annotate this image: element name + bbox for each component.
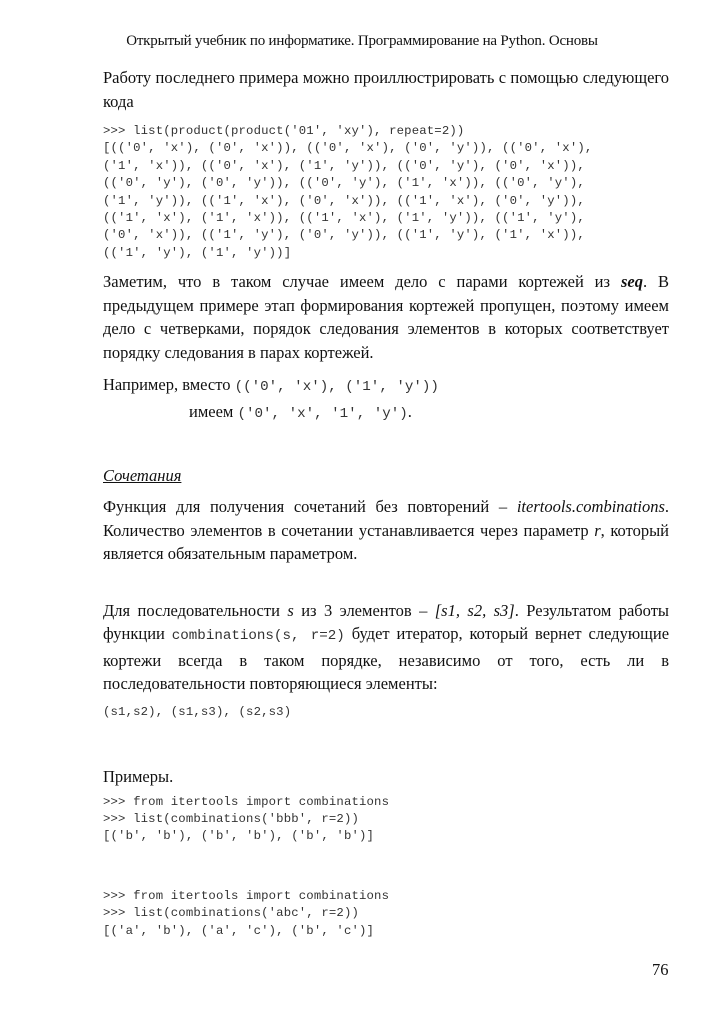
example-line-2 <box>103 400 669 427</box>
note-paragraph <box>103 270 669 364</box>
code-line: >>> list(combinations('bbb', r=2)) <box>103 812 359 827</box>
code-line: [(('0', 'x'), ('0', 'x')), (('0', 'x'), ('0', 'y')), (('0', 'x'), <box>103 141 593 156</box>
example-line-1 <box>103 373 669 400</box>
note-text: Заметим, что в таком случае имеем дело с парами кортежей из <box>103 272 621 292</box>
code-line: [('a', 'b'), ('a', 'c'), ('b', 'c')] <box>103 923 375 938</box>
example-code: ('0', 'x', '1', 'y') <box>237 405 408 422</box>
desc-text: , который является обязательным параметром. <box>103 520 669 564</box>
result-line: (s1,s2), (s1,s3), (s2,s3) <box>103 704 292 719</box>
desc-text: Для последовательности <box>103 600 288 620</box>
code-line: (('1', 'x'), ('1', 'x')), (('1', 'x'), ('1', 'y')), (('1', 'y'), <box>103 211 585 226</box>
example-label: Например, вместо <box>103 375 235 395</box>
code-block-product <box>103 123 669 262</box>
func-call: combinations(s, r=2) <box>171 628 345 645</box>
example-label: имеем <box>189 401 238 421</box>
code-line: >>> list(product(product('01', 'xy'), repeat=2)) <box>103 124 465 138</box>
combinations-description <box>103 495 669 566</box>
code-line: >>> list(combinations('abc', r=2)) <box>103 906 359 921</box>
example-end: . <box>407 401 412 421</box>
code-line: >>> from itertools import combinations <box>103 794 390 809</box>
desc-text: будет итератор, который вернет следующие кортежи всегда в таком порядке, независимо от того, есть ли в последовательности повторяющиеся элементы: <box>103 624 670 694</box>
page-number: 76 <box>652 960 669 979</box>
section-title: Сочетания <box>103 466 182 486</box>
code-block-bbb <box>103 794 669 846</box>
param-name: r <box>594 520 601 540</box>
code-line: ('1', 'x')), (('0', 'x'), ('1', 'y')), (('0', 'y'), ('0', 'x')), <box>103 158 585 173</box>
sequence-description <box>103 599 669 696</box>
desc-text: . Количество элементов в сочетании устанавливается через параметр <box>103 497 669 540</box>
code-line: ('1', 'y')), (('1', 'x'), ('0', 'x')), (('1', 'x'), ('0', 'y')), <box>103 193 585 208</box>
code-line: (('0', 'y'), ('0', 'y')), (('0', 'y'), ('1', 'x')), (('0', 'y'), <box>103 176 585 191</box>
code-line: ('0', 'x')), (('1', 'y'), ('0', 'y')), (('1', 'y'), ('1', 'x')), <box>103 228 585 243</box>
page-header: Открытый учебник по информатике. Программирование на Python. Основы <box>126 33 598 49</box>
code-line: >>> from itertools import combinations <box>103 888 390 903</box>
seq-term: seq <box>620 272 643 292</box>
note-text: . В предыдущем примере этап формирования кортежей пропущен, поэтому имеем дело с четверками, порядок следования элементов в которых соответствует порядку следования в парах кортежей. <box>103 272 669 362</box>
page-content <box>103 66 669 940</box>
func-name: itertools.combinations <box>516 497 665 517</box>
example-code: (('0', 'x'), ('1', 'y')) <box>234 379 439 396</box>
intro-paragraph: Работу последнего примера можно проиллюстрировать с помощью следующего кода <box>103 68 669 111</box>
desc-text: . Результатом работы функции <box>103 600 669 644</box>
var-list: [s1, s2, s3] <box>434 600 515 620</box>
desc-text: из 3 элементов – <box>293 600 435 620</box>
desc-text: Функция для получения сочетаний без повторений – <box>103 497 517 517</box>
code-block-abc <box>103 888 669 940</box>
var-s: s <box>287 600 294 620</box>
code-line: (('1', 'y'), ('1', 'y'))] <box>103 245 292 260</box>
examples-title: Примеры. <box>103 767 174 787</box>
code-line: [('b', 'b'), ('b', 'b'), ('b', 'b')] <box>103 829 375 844</box>
